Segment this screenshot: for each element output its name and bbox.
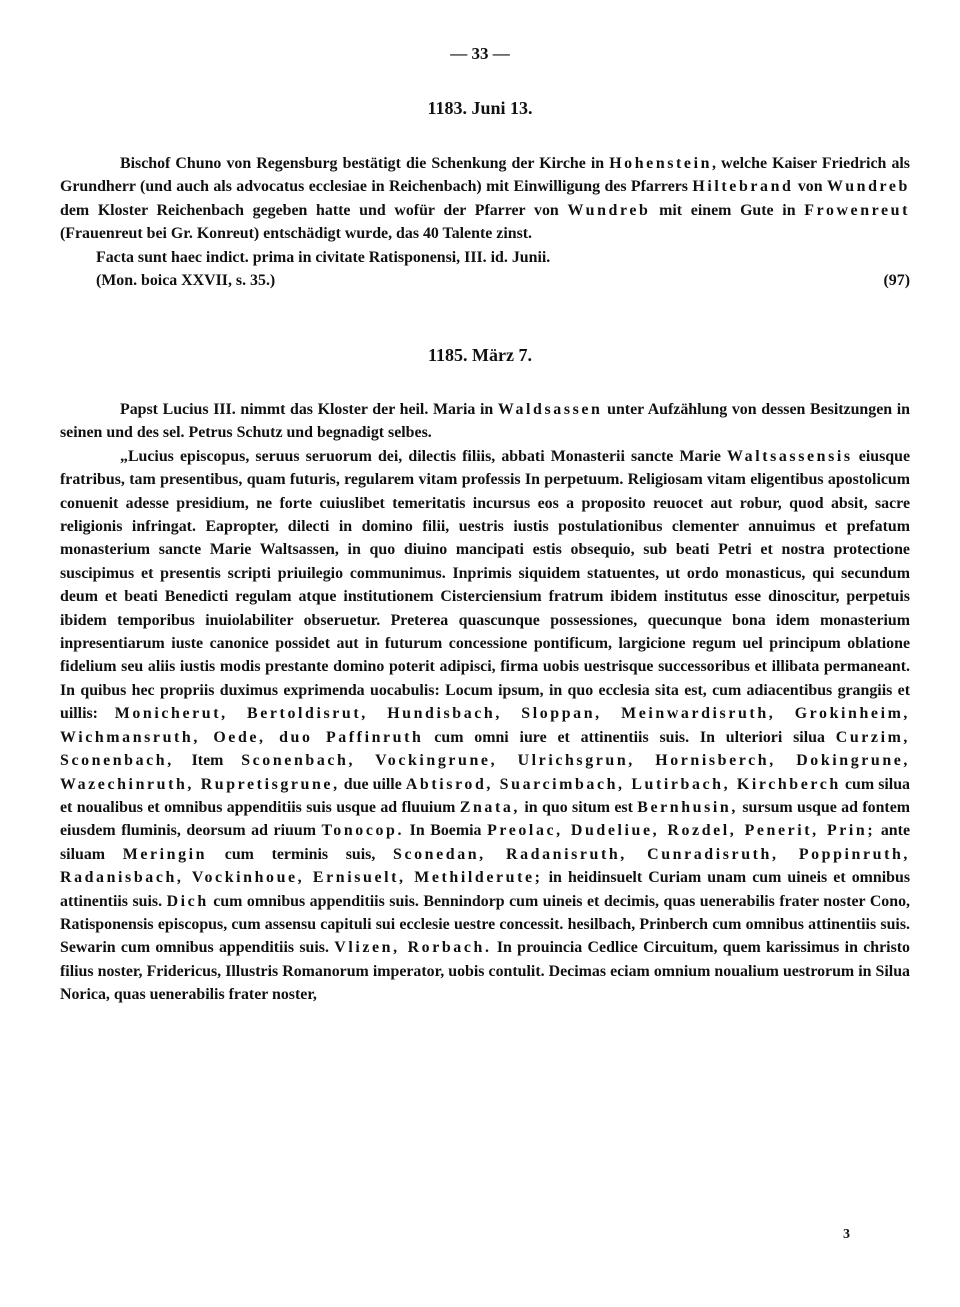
entry1-facta: Facta sunt haec indict. prima in civitate Ratisponensi, III. id. Junii.	[96, 248, 551, 266]
entry2-summary	[60, 398, 910, 445]
text-run: mit einem Gute in	[650, 201, 805, 219]
spaced-name: Wundreb	[827, 178, 910, 196]
entry1-source: (Mon. boica XXVII, s. 35.)	[96, 272, 276, 290]
entry2-date: 1185. März 7.	[428, 345, 532, 365]
entry2-regest	[60, 398, 910, 1007]
text-run: cum silua et noualibus et omnibus appenditiis suis usque ad fluuium	[60, 775, 910, 816]
text-run: „Lucius episcopus, seruus seruorum dei, dilectis filiis, abbati Monasterii sancte Marie	[120, 447, 728, 465]
spaced-name: Bernhusin,	[637, 798, 738, 816]
spaced-name: Curzim, Sconenbach,	[60, 728, 911, 770]
text-run: due uille	[339, 775, 406, 793]
text-run: In prouincia Cedlice Circuitum, quem karissimus in christo filius noster, Fridericus, Illustris Romanorum imperator, uobis contulit. Decimas eciam omnium noualium uestrorum in Silua Norica, quas uenerabilis frater noster,	[60, 939, 910, 1004]
spaced-name: Meringin	[122, 845, 208, 863]
spaced-name: Znata,	[459, 798, 520, 816]
text-run: cum terminis suis,	[207, 845, 394, 863]
entry1-date: 1183. Juni 13.	[427, 98, 533, 118]
spaced-name: Preolac, Dudeliue, Rozdel, Penerit, Prin;	[487, 822, 876, 840]
spaced-name: Vlizen, Rorbach.	[334, 939, 492, 957]
text-run: unter Aufzählung von dessen Besitzungen in seinen und des sel. Petrus Schutz und begnadigt selbes.	[60, 401, 910, 442]
signature-mark: 3	[843, 1227, 850, 1242]
text-run: dem Kloster Reichenbach gegeben hatte und wofür der Pfarrer von	[60, 201, 568, 219]
spaced-name: Frowenreut	[804, 201, 910, 219]
text-run: cum omnibus appenditiis suis. Bennindorp cum uineis et decimis, quas uenerabilis frater noster Cono, Ratisponensis episcopus, cum assensu capituli sui ecclesie uestre concessit. hesilbach, Prinberch cum omnibus attinentiis suis. Sewarin cum omnibus appenditiis suis.	[60, 892, 910, 957]
text-run: In Boemia	[404, 822, 488, 840]
text-run: Bischof Chuno von Regensburg bestätigt die Schenkung der Kirche in	[120, 155, 610, 172]
entry2-charter-text	[60, 445, 910, 1007]
spaced-name: Sconenbach, Vockingrune, Ulrichsgrun, Hornisberch, Dokingrune, Wazechinruth, Rupretisgrune,	[60, 752, 911, 793]
spaced-name: Waldsassen	[497, 401, 603, 418]
text-run: cum omni iure et attinentiis suis. In ulteriori silua	[423, 728, 836, 746]
page-number: — 33 —	[450, 44, 510, 63]
spaced-name: Waltsassensis	[727, 447, 853, 465]
text-run: , welche Kaiser Friedrich als Grundherr (und auch als advocatus ecclesiae in Reichenbach) mit Einwilligung des Pfarrers	[60, 155, 910, 196]
spaced-name: Abtisrod, Suarcimbach, Lutirbach, Kirchberch	[405, 775, 841, 793]
text-run: von	[793, 178, 828, 196]
spaced-name: Wundreb	[567, 201, 651, 219]
text-run: eiusque fratribus, tam presentibus, quam futuris, regularem vitam professis In perpetuum. Religiosam vitam eligentibus apostolicum conuenit adesse presidium, ne forte cuiuslibet temeritatis incursus eos a proposito reuocet aut robur, quod absit, sacre religionis infringat. Eapropter, dilecti in domino filii, uestris iustis postulationibus clementer annuimus et prefatum monasterium sancte Marie Waltsassen, in quo diuino mancipati estis obsequio, sub beati Petri et nostra protectione suscipimus et presentis scripti priuilegio communimus. Inprimis siquidem statuentes, ut ordo monasticus, qui secundum deum et beati Benedicti regulam atque institutionem Cisterciensium fratrum ibidem institutus esse dinoscitur, perpetuis ibidem temporibus inuiolabiliter obseruetur. Preterea quascunque possessiones, quecunque bona idem monasterium inpresentiarum iuste canonice possidet aut in futurum concessione pontificum, largicione regum uel principum oblatione fidelium seu aliis iustis modis prestante domino poterit adipisci, firma uobis uestrisque successoribus et illibata permaneant. In quibus hec propriis duximus exprimenda uocabulis: Locum ipsum, in quo ecclesia sita est, cum adiacentibus grangiis et uillis:	[60, 447, 910, 723]
spaced-name: Tonocop.	[321, 822, 405, 840]
spaced-name: Monicherut, Bertoldisrut, Hundisbach, Sloppan, Meinwardisruth, Grokinheim, Wichmansruth, Oede, duo Paffinruth	[60, 705, 910, 746]
spaced-name: Hohenstein	[609, 155, 713, 172]
text-run: in heidinsuelt Curiam unam cum uineis et omnibus attinentiis suis.	[60, 869, 910, 910]
entry1-regest	[60, 152, 910, 292]
text-run: Papst Lucius III. nimmt das Kloster der heil. Maria in	[120, 401, 498, 418]
text-run: Item	[173, 752, 242, 770]
spaced-name: Dich	[166, 892, 209, 910]
text-run: (Frauenreut bei Gr. Konreut) entschädigt wurde, das 40 Talente zinst.	[60, 225, 533, 243]
entry1-number: (97)	[883, 272, 910, 290]
entry1-summary	[60, 152, 910, 246]
text-run: sursum usque ad fontem eiusdem fluminis, deorsum ad riuum	[60, 798, 910, 840]
spaced-name: Hiltebrand	[692, 178, 794, 196]
text-run: ante siluam	[60, 822, 910, 863]
text-run: in quo situm est	[520, 798, 638, 816]
entry1-source-line	[60, 269, 910, 292]
spaced-name: Sconedan, Radanisruth, Cunradisruth, Poppinruth, Radanisbach, Vockinhoue, Ernisuelt, Methilderute;	[60, 845, 910, 887]
